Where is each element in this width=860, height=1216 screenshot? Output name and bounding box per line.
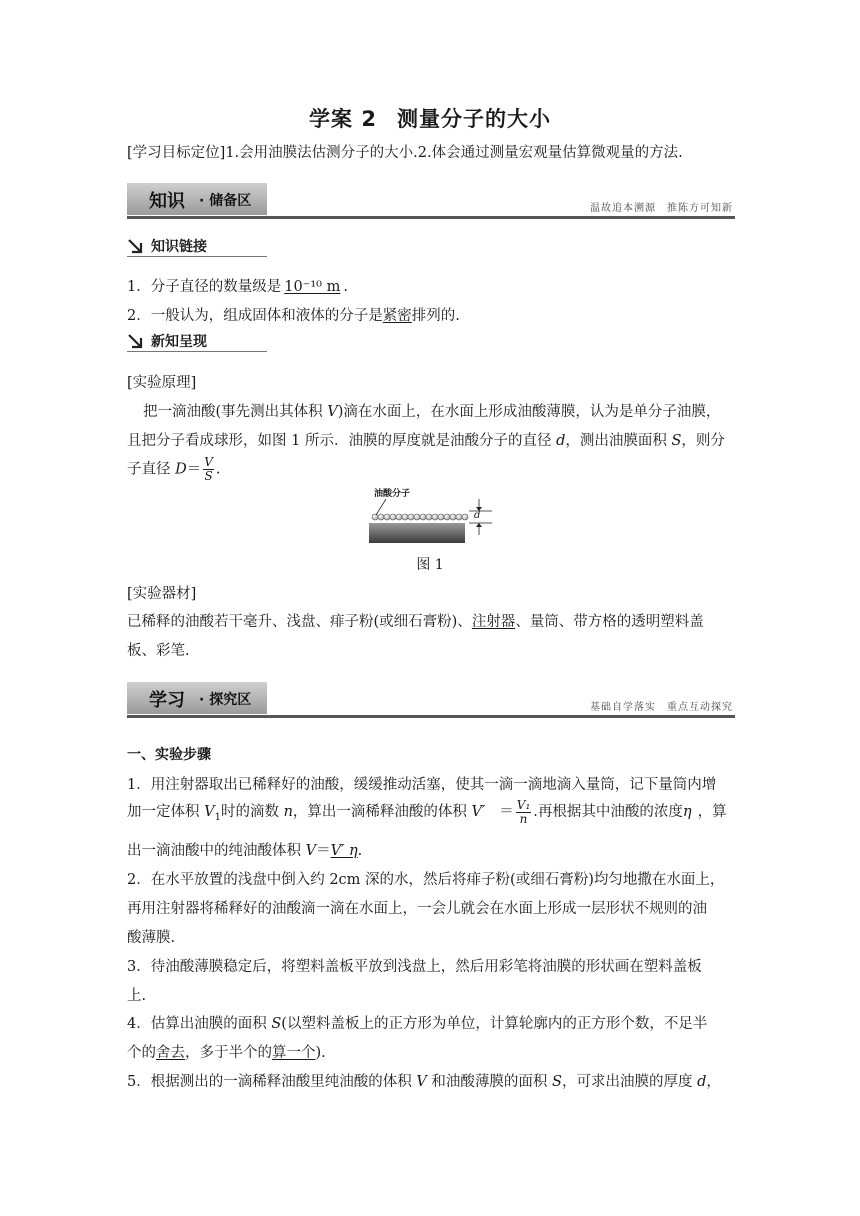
text: )滴在水面上，在水面上形成油酸薄膜，认为是单分子油膜， [337, 404, 721, 420]
molecule-row [372, 514, 468, 520]
banner-subtitle: · 储备区 [199, 193, 252, 209]
var-v: V [305, 843, 317, 859]
text: ，测出油膜面积 [565, 433, 672, 449]
step-1-line-1: 1．用注射器取出已稀释好的油酸，缓缓推动活塞，使其一滴一滴地滴入量筒，记下量筒内增 [127, 777, 717, 793]
var-d-cap: D [175, 461, 187, 478]
text: (以塑料盖板上的正方形为单位，计算轮廓内的正方形个数，不足半 [281, 1016, 708, 1032]
text: 、量筒、带方格的透明塑料盖 [515, 614, 704, 630]
numerator: V₁ [516, 797, 531, 812]
text: ). [315, 1045, 326, 1061]
figure-label: 油酸分子 [374, 489, 411, 499]
subheader-underline [127, 256, 267, 257]
text: 子直径 [127, 461, 176, 478]
step-4-answer-2: 算一个 [272, 1045, 316, 1061]
text: 个的 [127, 1045, 156, 1061]
var-v: V [327, 404, 338, 420]
subheader-label: 新知呈现 [151, 334, 207, 350]
var-eta: η [682, 804, 692, 820]
equipment-answer: 注射器 [471, 614, 516, 630]
text: 且把分子看成球形，如图 1 所示．油膜的厚度就是油酸分子的直径 [127, 433, 557, 449]
molecule-circle [402, 514, 408, 520]
subheader-label: 知识链接 [151, 239, 207, 255]
step-2-line-1: 2．在水平放置的浅盘中倒入约 2cm 深的水，然后将痱子粉(或细石膏粉)均匀地撒在水面上， [127, 872, 725, 888]
step-4-line-2 [127, 1043, 326, 1063]
text: 5．根据测出的一滴稀释油酸里纯油酸的体积 [127, 1074, 417, 1090]
banner-rule [127, 715, 735, 718]
molecule-circle [414, 514, 420, 520]
banner-title: 知识 [149, 191, 185, 212]
principle-heading: [实验原理] [127, 375, 197, 391]
section-banner-knowledge [127, 183, 735, 221]
text: 出一滴油酸中的纯油酸体积 [127, 843, 306, 859]
step-1-line-3 [127, 841, 362, 861]
link-item-1-text: 1．分子直径的数量级是 [127, 279, 282, 295]
banner-subtitle: · 探究区 [199, 692, 252, 708]
molecule-circle [438, 514, 444, 520]
section-banner-study [127, 682, 735, 720]
step-5-line-1 [127, 1072, 721, 1092]
molecule-circle [426, 514, 432, 520]
molecule-circle [432, 514, 438, 520]
text: . [215, 461, 221, 478]
banner-slogan: 基础自学落实 重点互动探究 [590, 702, 733, 713]
subheader-underline [127, 351, 267, 352]
fraction-v1-over-n [516, 799, 531, 826]
equipment-heading: [实验器材] [127, 586, 197, 602]
banner-tab [127, 682, 267, 714]
figure-d-label: d [474, 510, 481, 521]
equipment-line-1 [127, 612, 704, 632]
var-d: d [556, 433, 566, 449]
text: 和油酸薄膜的面积 [426, 1074, 553, 1090]
molecule-circle [384, 514, 390, 520]
var-s: S [271, 1016, 282, 1032]
molecule-circle [456, 514, 462, 520]
step-3-line-1: 3．待油酸薄膜稳定后，将塑料盖板平放到浅盘上，然后用彩笔将油膜的形状画在塑料盖板 [127, 959, 702, 975]
title-lesson-number: 学案 2 [309, 107, 377, 131]
text: . [357, 843, 363, 859]
text: 把一滴油酸(事先测出其体积 [143, 404, 328, 420]
figure-oil-molecules [366, 485, 496, 551]
text: 已稀释的油酸若干毫升、浅盘、痱子粉(或细石膏粉)、 [127, 614, 472, 630]
fraction-v-over-s [203, 456, 214, 483]
corner-arrow-icon [127, 333, 143, 349]
principle-line-3 [127, 456, 221, 483]
text: 时的滴数 [220, 804, 284, 820]
text: .再根据其中油酸的浓度 [533, 804, 683, 820]
var-n: n [283, 804, 293, 820]
var-s: S [671, 433, 682, 449]
banner-slogan: 温故追本溯源 推陈方可知新 [590, 203, 733, 214]
denominator: S [204, 469, 213, 483]
banner-title: 学习 [149, 690, 185, 711]
learning-objective: [学习目标定位]1.会用油膜法估测分子的大小.2.体会通过测量宏观量估算微观量的方法. [127, 145, 683, 161]
text: 4．估算出油膜的面积 [127, 1016, 272, 1032]
text: ，多于半个的 [185, 1045, 272, 1061]
var-v: V [204, 804, 215, 820]
equipment-line-2: 板、彩笔. [127, 643, 190, 659]
molecule-circle [450, 514, 456, 520]
banner-rule [127, 216, 735, 219]
equals: ＝ [316, 843, 331, 859]
principle-line-2 [127, 431, 725, 451]
link-item-1-end: . [343, 279, 348, 295]
var-s: S [552, 1074, 562, 1090]
text: ，则分 [681, 433, 725, 449]
text: ，可求出油膜的厚度 [561, 1074, 698, 1090]
figure-caption: 图 1 [416, 557, 444, 573]
molecule-circle [390, 514, 396, 520]
equals: ＝ [499, 804, 514, 820]
link-item-1 [127, 277, 348, 297]
molecule-circle [462, 514, 468, 520]
numerator: V [204, 455, 213, 469]
subheader-knowledge-link [127, 235, 267, 257]
text: ， [706, 1074, 721, 1090]
step-4-line-1 [127, 1014, 707, 1034]
step-1-answer: V′ η [330, 843, 358, 859]
var-v-prime: V′ [471, 804, 486, 820]
title-text: 测量分子的大小 [396, 107, 551, 131]
var-v: V [416, 1074, 427, 1090]
molecule-circle [396, 514, 402, 520]
link-item-1-answer: 10⁻¹⁰ m [284, 279, 341, 295]
text: 加一定体积 [127, 804, 205, 820]
molecule-circle [444, 514, 450, 520]
equals: ＝ [186, 461, 202, 478]
molecule-circle [378, 514, 384, 520]
molecule-circle [420, 514, 426, 520]
subheader-new-knowledge [127, 330, 267, 352]
step-2-line-2: 再用注射器将稀释好的油酸滴一滴在水面上，一会儿就会在水面上形成一层形状不规则的油 [127, 901, 707, 917]
link-item-2-end: 排列的. [411, 308, 460, 324]
molecule-circle [372, 514, 378, 520]
molecule-circle [408, 514, 414, 520]
page-title [0, 103, 860, 133]
link-item-2 [127, 306, 460, 326]
step-3-line-2: 上. [127, 988, 147, 1004]
corner-arrow-icon [127, 238, 143, 254]
text: ，算 [697, 804, 727, 820]
link-item-2-text: 2．一般认为，组成固体和液体的分子是 [127, 308, 383, 324]
step-4-answer-1: 舍去 [156, 1045, 185, 1061]
banner-tab [127, 183, 267, 215]
var-d: d [697, 1074, 707, 1090]
text: ，算出一滴稀释油酸的体积 [292, 804, 472, 820]
step-2-line-3: 酸薄膜. [127, 930, 176, 946]
subscript: 1 [214, 811, 221, 823]
denominator: n [519, 811, 528, 826]
step-1-line-2 [127, 797, 727, 833]
link-item-2-answer: 紧密 [382, 308, 412, 324]
principle-line-1 [143, 402, 720, 422]
steps-heading: 一、实验步骤 [127, 747, 211, 763]
